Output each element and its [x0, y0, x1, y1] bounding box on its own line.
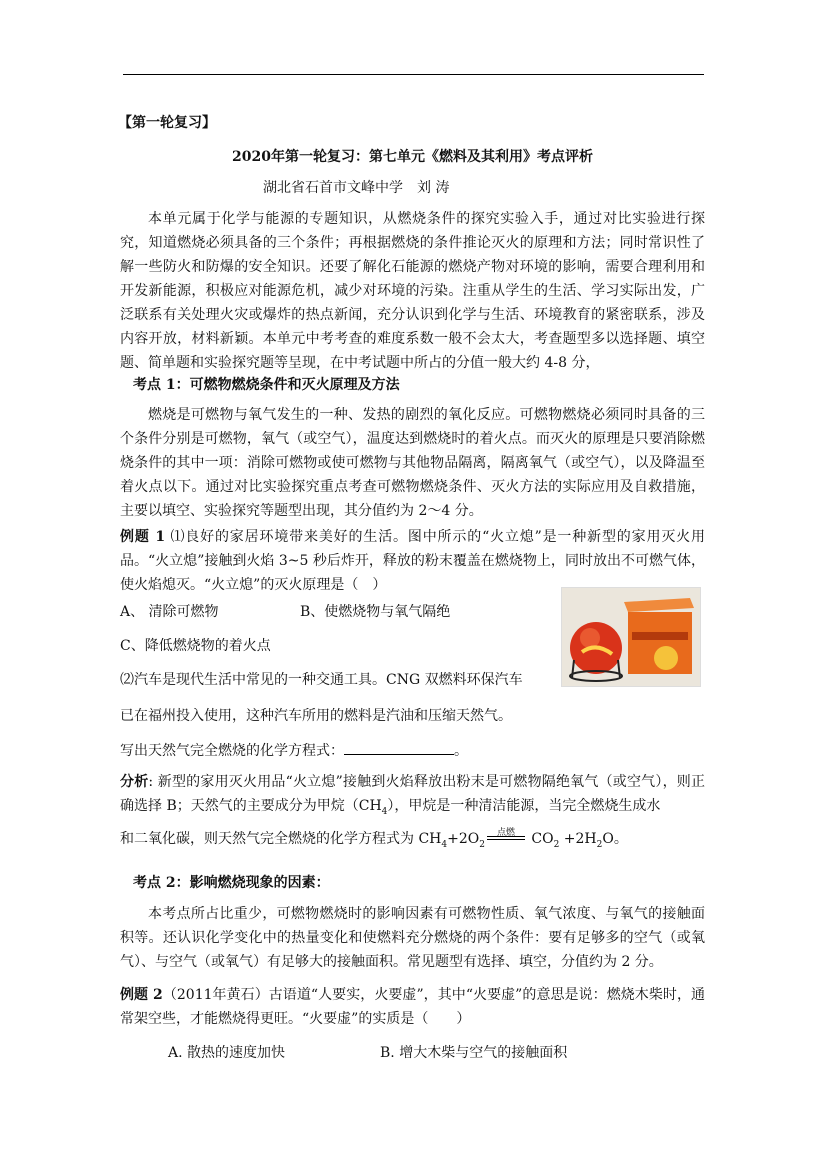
option-a: A、 清除可燃物 — [120, 604, 219, 620]
point2-heading: 考点 2：影响燃烧现象的因素： — [133, 875, 330, 891]
fire-extinguisher-ball-photo — [561, 587, 701, 687]
section-tag: 【第一轮复习】 — [118, 115, 216, 131]
option-c: C、降低燃烧物的着火点 — [120, 638, 271, 654]
option-b: B、使燃烧物与氧气隔绝 — [300, 604, 451, 620]
answer-blank[interactable] — [344, 740, 454, 755]
analysis-text-1: : 新型的家用灭火用品“火立熄”接触到火焰释放出粉末是可燃物隔绝氧气（或空气），则正确选择 B；天然气的主要成分为甲烷（CH — [120, 774, 705, 814]
example1-label: 例题 1 — [120, 529, 166, 545]
example2-label: 例题 2 — [120, 987, 163, 1003]
point2-paragraph: 本考点所占比重少，可燃物燃烧时的影响因素有可燃物性质、氧气浓度、与氧气的接触面积等。还认识化学变化中的热量变化和使燃料充分燃烧的两个条件：要有足够多的空气（或氧气）、与空气（或氧气）有足够大的接触面积。常见题型有选择、填空，分值约为 2 分。 — [120, 906, 705, 970]
eq-part-a: +2O — [447, 831, 480, 847]
prompt-end: 。 — [454, 743, 468, 759]
analysis-text-1b: ），甲烷是一种清洁能源，当完全燃烧生成水 — [387, 798, 661, 814]
example2-text: （2011年黄石）古语道“人要实，火要虚”，其中“火要虚”的意思是说：燃烧木柴时，通常架空些，才能燃烧得更旺。“火要虚”的实质是（ ） — [120, 987, 705, 1027]
reaction-condition: 点燃 — [496, 828, 515, 838]
equation-line — [120, 827, 628, 857]
example2-option-b: B. 增大木柴与空气的接触面积 — [380, 1045, 568, 1061]
example1-q1-text: ⑴良好的家居环境带来美好的生活。图中所示的“火立熄”是一种新型的家用灭火用品。“火立熄”接触到火焰 3~5 秒后炸开，释放的粉末覆盖在燃烧物上，同时放出不可燃气体，使火焰熄灭。“火立熄”的灭火原理是（ ） — [120, 529, 705, 593]
author-line: 湖北省石首市文峰中学 刘 涛 — [263, 180, 450, 196]
top-rule — [123, 74, 704, 75]
example1-question2-line2: 已在福州投入使用，这种汽车所用的燃料是汽油和压缩天然气。 — [120, 708, 512, 724]
example1-question2-line1: ⑵汽车是现代生活中常见的一种交通工具。CNG 双燃料环保汽车 — [120, 672, 523, 688]
subscript-2a: 2 — [479, 839, 485, 850]
eq-part-b: CO — [526, 831, 554, 847]
subscript-2c: 2 — [596, 839, 603, 850]
document-title: 2020年第一轮复习：第七单元《燃料及其利用》考点评析 — [232, 149, 593, 165]
analysis-paragraph — [120, 770, 705, 824]
eq-part-c: +2H — [559, 831, 597, 847]
analysis-text-2: 和二氧化碳，则天然气完全燃烧的化学方程式为 CH — [120, 831, 442, 847]
equation-prompt: 写出天然气完全燃烧的化学方程式： — [120, 743, 344, 759]
subscript-2b: 2 — [553, 839, 560, 850]
point1-paragraph: 燃烧是可燃物与氧气发生的一种、发热的剧烈的氧化反应。可燃物燃烧必须同时具备的三个条件分别是可燃物，氧气（或空气），温度达到燃烧时的着火点。而灭火的原理是只要消除燃烧条件的其中一项：消除可燃物或使可燃物与其他物品隔离，隔离氧气（或空气），以及降温至着火点以下。通过对比实验探究重点考查可燃物燃烧条件、灭火方法的实际应用及自救措施，主要以填空、实验探究等题型出现，其分值约为 2～4 分。 — [120, 407, 705, 519]
subscript-4b: 4 — [441, 839, 448, 850]
reaction-arrow — [485, 829, 527, 845]
intro-paragraph: 本单元属于化学与能源的专题知识，从燃烧条件的探究实验入手，通过对比实验进行探究，知道燃烧必须具备的三个条件；再根据燃烧的条件推论灭火的原理和方法；同时常识性了解一些防火和防爆的安全知识。还要了解化石能源的燃烧产物对环境的影响，需要合理利用和开发新能源，积极应对能源危机，减少对环境的污染。注重从学生的生活、学习实际出发，广泛联系有关处理火灾或爆炸的热点新闻，充分认识到化学与生活、环境教育的紧密联系，涉及内容开放，材料新颖。本单元中考考查的难度系数一般不会太大，考查题型多以选择题、填空题、简单题和实验探究题等呈现，在中考试题中所占的分值一般大约 4-8 分， — [120, 211, 705, 371]
subscript-4: 4 — [381, 806, 388, 817]
example1-question2-line3 — [120, 739, 468, 763]
analysis-label: 分析 — [120, 774, 149, 790]
eq-part-d: O。 — [602, 831, 628, 847]
point1-heading: 考点 1：可燃物燃烧条件和灭火原理及方法 — [133, 377, 400, 393]
example2-question — [120, 983, 705, 1031]
example2-option-a: A. 散热的速度加快 — [168, 1045, 286, 1061]
